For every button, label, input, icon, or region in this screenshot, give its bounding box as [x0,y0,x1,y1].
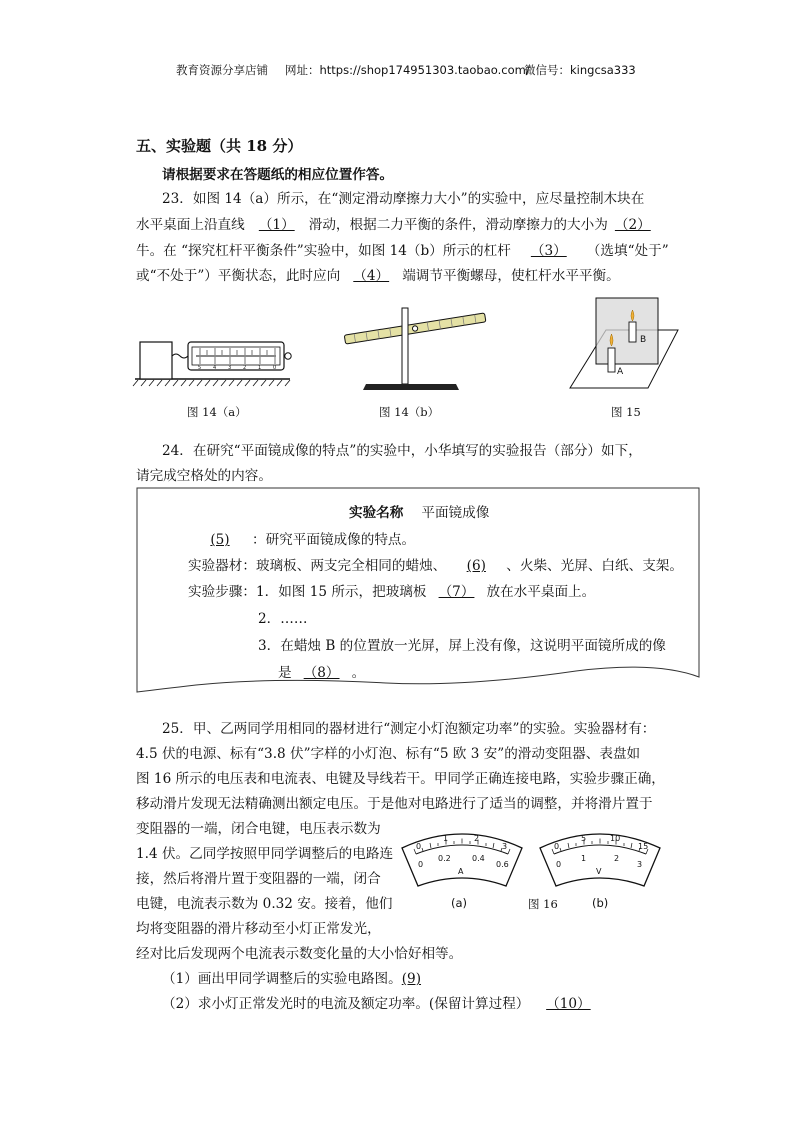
voltmeter-outer-tick: 10 [610,834,621,843]
figure-16-voltmeter [536,830,664,888]
ammeter-inner-tick: 0.4 [472,854,485,863]
blank-9: (9) [401,971,422,987]
caption-fig16b: (b) [592,896,609,910]
ammeter-outer-tick: 1 [443,834,449,843]
voltmeter-inner-tick: 1 [581,854,587,863]
q25-line5: 变阻器的一端，闭合电键，电压表示数为 [136,821,381,837]
q23-text: 水平桌面上沿直线 [136,217,245,233]
header-wechat: 微信号：kingcsa333 [524,63,636,77]
q25-sub2 [162,991,603,1017]
ammeter-unit: A [458,867,464,876]
q23-text: 或“不处于”）平衡状态，此时应向 [136,268,341,284]
blank-3: （3） [530,243,567,259]
voltmeter-unit: V [596,867,602,876]
header-url[interactable]: 网址：https://shop174951303.taobao.com/ [285,63,530,77]
ammeter-outer-tick: 0 [416,842,422,851]
q23-text: 端调节平衡螺母，使杠杆水平平衡。 [402,268,620,284]
blank-8: （8） [303,665,340,681]
q23-line4 [136,263,620,289]
figure-15-mirror [568,296,688,392]
report-step3b [278,660,365,686]
q25-sub1-text: （1）画出甲同学调整后的实验电路图。 [162,971,402,987]
q23-line3 [136,238,669,264]
section-title: 五、实验题（共 18 分） [136,137,303,155]
blank-4: （4） [353,268,390,284]
blank-2: （2） [614,217,651,233]
q23-text: （选填“处于” [586,243,669,259]
blank-1: （1） [258,217,295,233]
scale-num: 2 [243,365,247,371]
voltmeter-inner-tick: 2 [614,854,620,863]
ammeter-outer-tick: 3 [502,842,508,851]
caption-fig16: 图 16 [528,897,558,911]
q23-text: 滑动，根据二力平衡的条件，滑动摩擦力的大小为 [308,217,608,233]
q23-line2 [136,212,658,238]
ammeter-inner-tick: 0.2 [438,854,451,863]
voltmeter-outer-tick: 5 [581,834,587,843]
figure-16-ammeter [398,830,526,888]
q25-line8: 电键，电流表示数为 0.32 安。接着，他们 [136,896,393,912]
report-text: 。 [351,665,366,681]
report-step1 [188,579,595,605]
voltmeter-outer-tick: 15 [638,842,649,851]
report-materials [188,553,683,579]
candle-b-label: B [640,335,647,345]
caption-fig15: 图 15 [611,405,641,419]
scale-num: 5 [198,365,202,371]
report-name-label: 实验名称 [349,505,404,521]
scale-num: 3 [228,365,232,371]
figure-14a-spring-scale [130,330,300,390]
q25-sub2-text: （2）求小灯正常发光时的电流及额定功率。(保留计算过程） [162,996,530,1012]
blank-7: （7） [438,584,475,600]
header-shop: 教育资源分享店铺 [176,63,268,77]
report-step2: 2．…… [258,611,308,627]
ammeter-inner-tick: 0 [418,860,424,869]
q25-line2: 4.5 伏的电源、标有“3.8 伏”字样的小灯泡、标有“5 欧 3 安”的滑动变阻器、表盘如 [136,746,641,762]
report-purpose [188,527,415,553]
q25-line3: 图 16 所示的电压表和电流表、电键及导线若干。甲同学正确连接电路，实验步骤正确， [136,771,665,787]
report-text: ：研究平面镜成像的特点。 [252,532,416,548]
blank-5: (5) [210,532,230,548]
q25-line7: 接，然后将滑片置于变阻器的一端，闭合 [136,871,381,887]
q25-line1: 25．甲、乙两同学用相同的器材进行“测定小灯泡额定功率”的实验。实验器材有： [162,721,656,737]
report-text: 实验器材：玻璃板、两支完全相同的蜡烛、 [188,558,447,574]
section-instruction: 请根据要求在答题纸的相应位置作答。 [162,167,394,183]
ammeter-outer-tick: 2 [474,834,480,843]
voltmeter-inner-tick: 0 [556,860,562,869]
q23-line1: 23．如图 14（a）所示，在“测定滑动摩擦力大小”的实验中，应尽量控制木块在 [162,191,645,207]
report-text: 、火柴、光屏、白纸、支架。 [506,558,683,574]
q25-line10: 经对比后发现两个电流表示数变化量的大小恰好相等。 [136,946,463,962]
blank-6: (6) [466,558,486,574]
q25-sub1 [162,966,421,992]
candle-a-label: A [617,367,624,377]
q23-text: 牛。在 “探究杠杆平衡条件”实验中，如图 14（b）所示的杠杆 [136,243,511,259]
voltmeter-inner-tick: 3 [637,860,643,869]
blank-10: （10） [546,996,591,1012]
caption-fig14b: 图 14（b） [379,405,440,419]
scale-num: 4 [213,365,217,371]
report-name-value: 平面镜成像 [421,505,490,521]
report-text: 是 [278,665,292,681]
q25-line6: 1.4 伏。乙同学按照甲同学调整后的电路连 [136,846,394,862]
figure-14b-lever [340,300,490,395]
report-step3: 3．在蜡烛 B 的位置放一光屏，屏上没有像，这说明平面镜所成的像 [258,638,666,654]
q25-line9: 均将变阻器的滑片移动至小灯正常发光， [136,921,381,937]
q24-line1: 24．在研究“平面镜成像的特点”的实验中，小华填写的实验报告（部分）如下， [162,443,642,459]
caption-fig14a: 图 14（a） [187,405,247,419]
scale-num: 1 [258,365,262,371]
scale-num: 0 [273,365,277,371]
q25-line4: 移动滑片发现无法精确测出额定电压。于是他对电路进行了适当的调整，并将滑片置于 [136,796,653,812]
report-title [349,500,489,526]
q24-line2: 请完成空格处的内容。 [136,468,272,484]
report-text: 实验步骤：1．如图 15 所示，把玻璃板 [188,584,427,600]
voltmeter-outer-tick: 0 [554,842,560,851]
report-text: 放在水平桌面上。 [486,584,596,600]
ammeter-inner-tick: 0.6 [496,860,509,869]
caption-fig16a: (a) [451,896,468,910]
